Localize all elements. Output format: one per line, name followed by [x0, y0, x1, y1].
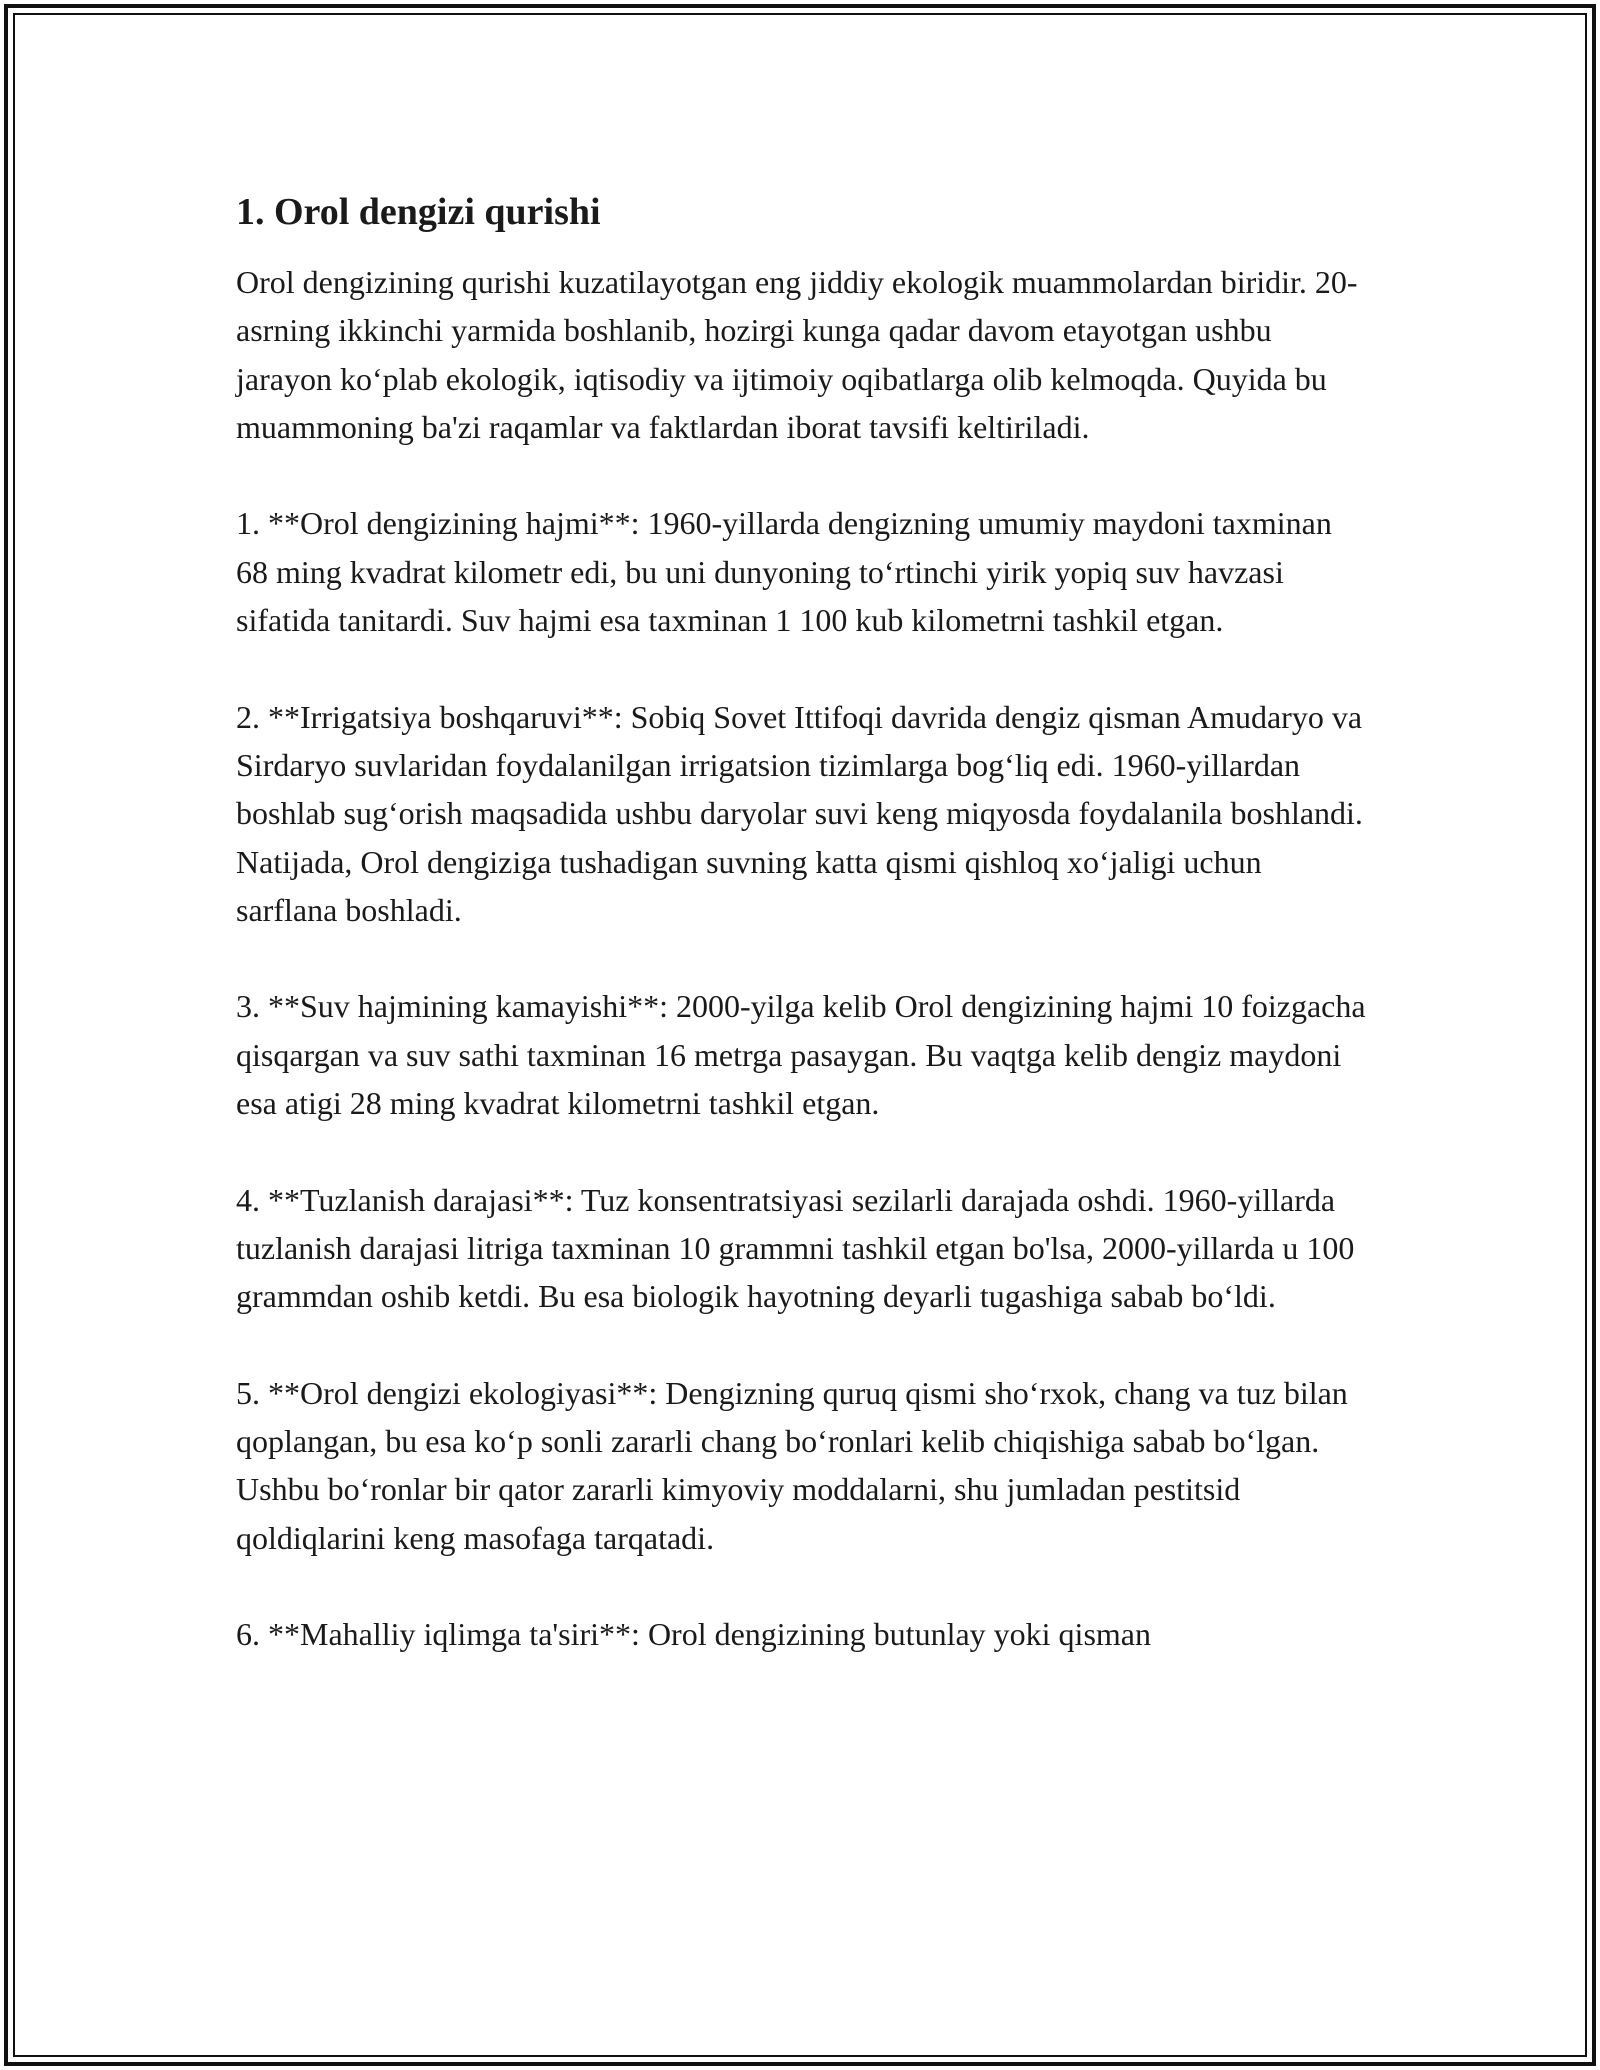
page-title: 1. Orol dengizi qurishi — [236, 191, 601, 233]
intro-paragraph: Orol dengizining qurishi kuzatilayotgan eng jiddiy ekologik muammolardan biridir. 20-asrning ikkinchi yarmida boshlanib, hozirgi kunga qadar davom etayotgan ushbu jarayon ko‘plab ekologik, iqtisodiy va ijtimoiy oqibatlarga olib kelmoqda. Quyida bu muammoning ba'zi raqamlar va faktlardan iborat tavsifi keltiriladi. — [236, 264, 1358, 445]
list-item: 6. **Mahalliy iqlimga ta'siri**: Orol dengizining butunlay yoki qisman — [236, 1616, 1151, 1653]
list-item: 2. **Irrigatsiya boshqaruvi**: Sobiq Sovet Ittifoqi davrida dengiz qisman Amudaryo va Sirdaryo suvlaridan foydalanilgan irrigatsion tizimlarga bog‘liq edi. 1960-yillardan boshlab sug‘orish maqsadida ushbu daryolar suvi keng miqyosda foydalanila boshlandi. Natijada, Orol dengiziga tushadigan suvning katta qismi qishloq xo‘jaligi uchun sarflana boshladi. — [236, 698, 1363, 928]
list-item: 5. **Orol dengizi ekologiyasi**: Dengizning quruq qismi sho‘rxok, chang va tuz bilan qoplangan, bu esa ko‘p sonli zararli chang bo‘ronlari kelib chiqishiga sabab bo‘lgan. Ushbu bo‘ronlar bir qator zararli kimyoviy moddalarni, shu jumladan pestitsid qoldiqlarini keng masofaga tarqatadi. — [236, 1374, 1348, 1556]
list-item: 4. **Tuzlanish darajasi**: Tuz konsentratsiyasi sezilarli darajada oshdi. 1960-yillarda tuzlanish darajasi litriga taxminan 10 grammni tashkil etgan bo'lsa, 2000-yillarda u 100 grammdan oshib ketdi. Bu esa biologik hayotning deyarli tugashiga sabab bo‘ldi. — [236, 1181, 1355, 1315]
list-item: 1. **Orol dengizining hajmi**: 1960-yillarda dengizning umumiy maydoni taxminan 68 ming kvadrat kilometr edi, bu uni dunyoning to‘rtinchi yirik yopiq suv havzasi sifatida tanitardi. Suv hajmi esa taxminan 1 100 kub kilometrni tashkil etgan. — [236, 505, 1332, 639]
document-body — [236, 188, 1396, 1707]
list-item: 3. **Suv hajmining kamayishi**: 2000-yilga kelib Orol dengizining hajmi 10 foizgacha qisqargan va suv sathi taxminan 16 metrga pasaygan. Bu vaqtga kelib dengiz maydoni esa atigi 28 ming kvadrat kilometrni tashkil etgan. — [236, 988, 1366, 1122]
